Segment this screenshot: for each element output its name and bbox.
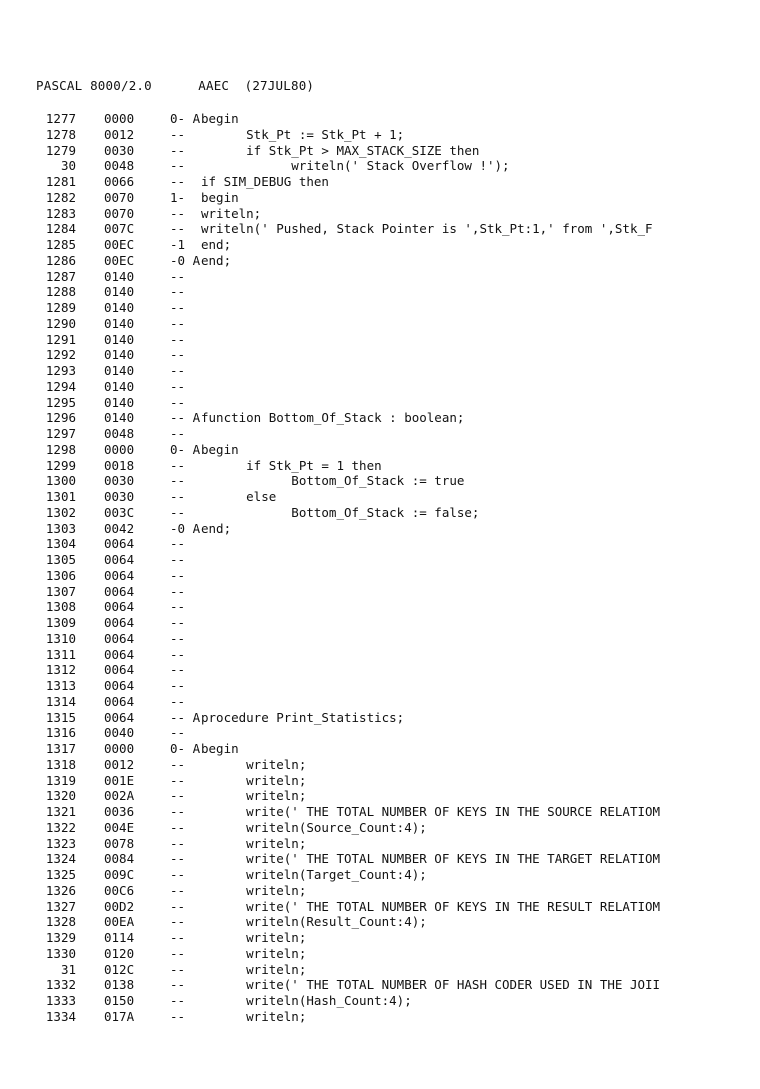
address: 0000 — [104, 441, 135, 457]
line-number: 1288 — [45, 284, 76, 300]
address: 0140 — [104, 394, 135, 410]
listing-line — [36, 316, 756, 332]
address: 0000 — [104, 741, 135, 756]
line-number: 1310 — [45, 630, 76, 646]
nesting-level: -- A — [170, 410, 201, 426]
line-number: 1289 — [45, 300, 76, 315]
nesting-level: -- — [170, 882, 186, 898]
line-number: 1279 — [45, 142, 76, 158]
source-code: function Bottom_Of_Stack : boolean; — [201, 410, 465, 426]
source-code: writeln(Result_Count:4); — [201, 914, 427, 930]
source-code: end; — [201, 520, 232, 536]
nesting-level: -- — [170, 504, 186, 520]
line-number: 1314 — [45, 693, 76, 709]
address: 0040 — [104, 725, 135, 741]
address: 0064 — [104, 709, 135, 725]
address: 0048 — [104, 158, 135, 174]
source-listing — [36, 111, 756, 1025]
nesting-level: -- — [170, 804, 186, 819]
line-number: 1329 — [45, 930, 76, 945]
nesting-level: 0- A — [170, 741, 201, 756]
line-number: 1301 — [45, 489, 76, 504]
source-code: Bottom_Of_Stack := false; — [201, 504, 480, 520]
line-number: 1307 — [45, 583, 76, 599]
nesting-level: 0- A — [170, 441, 201, 457]
address: 0140 — [104, 410, 135, 426]
line-number: 1315 — [45, 709, 76, 725]
listing-line — [36, 143, 756, 159]
source-code: writeln; — [201, 1008, 307, 1024]
source-code: if Stk_Pt > MAX_STACK_SIZE then — [201, 142, 480, 158]
address: 0084 — [104, 851, 135, 867]
nesting-level: -- — [170, 678, 186, 693]
source-code: writeln; — [201, 961, 307, 977]
compiler-name: PASCAL 8000/2.0 — [36, 78, 152, 93]
source-code: end; — [201, 237, 232, 252]
address: 00EC — [104, 252, 135, 268]
line-number: 31 — [60, 961, 76, 977]
listing-line — [36, 300, 756, 316]
line-number: 1281 — [45, 174, 76, 189]
nesting-level: -- — [170, 945, 186, 961]
nesting-level: -- — [170, 536, 186, 552]
nesting-level: -- — [170, 567, 186, 583]
nesting-level: -- — [170, 489, 186, 504]
listing-line — [36, 221, 756, 237]
source-code: if Stk_Pt = 1 then — [201, 457, 382, 473]
address: 0012 — [104, 126, 135, 142]
address: 0150 — [104, 993, 135, 1008]
nesting-level: -- — [170, 221, 186, 237]
listing-line — [36, 914, 756, 930]
address: 0018 — [104, 457, 135, 473]
line-number: 1328 — [45, 914, 76, 930]
address: 0064 — [104, 583, 135, 599]
address: 009C — [104, 867, 135, 882]
line-number: 1316 — [45, 725, 76, 741]
source-code: writeln; — [201, 788, 307, 804]
address: 0000 — [104, 111, 135, 126]
line-number: 1306 — [45, 567, 76, 583]
listing-line — [36, 206, 756, 222]
address: 002A — [104, 788, 135, 804]
listing-line — [36, 851, 756, 867]
listing-line — [36, 489, 756, 505]
line-number: 1333 — [45, 993, 76, 1008]
line-number: 1302 — [45, 504, 76, 520]
source-code: write(' THE TOTAL NUMBER OF KEYS IN THE SOURCE RELATIOM — [201, 804, 661, 819]
address: 0140 — [104, 347, 135, 363]
listing-line — [36, 788, 756, 804]
address: 0140 — [104, 331, 135, 347]
listing-line — [36, 977, 756, 993]
listing-line — [36, 1009, 756, 1025]
address: 0064 — [104, 662, 135, 678]
listing-line — [36, 127, 756, 143]
nesting-level: -1 — [170, 237, 186, 252]
nesting-level: -- — [170, 347, 186, 363]
address: 017A — [104, 1008, 135, 1024]
listing-line — [36, 584, 756, 600]
address: 0064 — [104, 693, 135, 709]
line-number: 1282 — [45, 189, 76, 205]
address: 00EA — [104, 914, 135, 930]
listing-line — [36, 725, 756, 741]
nesting-level: -- — [170, 772, 186, 788]
address: 0114 — [104, 930, 135, 945]
nesting-level: -- — [170, 725, 186, 741]
listing-line — [36, 536, 756, 552]
listing-line — [36, 773, 756, 789]
source-code: else — [201, 489, 277, 504]
source-code: begin — [201, 741, 239, 756]
source-code: writeln; — [201, 930, 307, 945]
nesting-level: -- — [170, 599, 186, 615]
nesting-level: -- — [170, 142, 186, 158]
listing-line — [36, 552, 756, 568]
address: 0120 — [104, 945, 135, 961]
address: 0078 — [104, 835, 135, 851]
address: 0064 — [104, 567, 135, 583]
organization: AAEC — [198, 78, 230, 93]
nesting-level: -- — [170, 158, 186, 174]
listing-line — [36, 710, 756, 726]
line-number: 1298 — [45, 441, 76, 457]
line-number: 1292 — [45, 347, 76, 363]
source-code: write(' THE TOTAL NUMBER OF KEYS IN THE RESULT RELATIOM — [201, 898, 661, 914]
source-code: writeln; — [201, 882, 307, 898]
line-number: 1325 — [45, 867, 76, 882]
listing-line — [36, 347, 756, 363]
listing-line — [36, 521, 756, 537]
listing-line — [36, 253, 756, 269]
line-number: 1320 — [45, 788, 76, 804]
listing-line — [36, 190, 756, 206]
line-number: 1308 — [45, 599, 76, 615]
nesting-level: -- — [170, 473, 186, 489]
line-number: 1334 — [45, 1008, 76, 1024]
line-number: 1324 — [45, 851, 76, 867]
address: 0140 — [104, 378, 135, 394]
line-number: 1297 — [45, 426, 76, 441]
line-number: 1285 — [45, 237, 76, 252]
nesting-level: -- — [170, 756, 186, 772]
listing-line — [36, 993, 756, 1009]
nesting-level: -- — [170, 615, 186, 630]
nesting-level: -- — [170, 268, 186, 284]
address: 0030 — [104, 473, 135, 489]
listing-line — [36, 678, 756, 694]
nesting-level: -- — [170, 788, 186, 804]
nesting-level: -- — [170, 331, 186, 347]
nesting-level: -- — [170, 457, 186, 473]
nesting-level: -- — [170, 552, 186, 567]
line-number: 1278 — [45, 126, 76, 142]
address: 0064 — [104, 552, 135, 567]
listing-line — [36, 426, 756, 442]
address: 00D2 — [104, 898, 135, 914]
nesting-level: -- — [170, 630, 186, 646]
listing-line — [36, 442, 756, 458]
listing-line — [36, 804, 756, 820]
nesting-level: -- — [170, 315, 186, 331]
line-number: 1311 — [45, 646, 76, 662]
nesting-level: -- — [170, 378, 186, 394]
address: 0030 — [104, 142, 135, 158]
listing-line — [36, 631, 756, 647]
address: 001E — [104, 772, 135, 788]
nesting-level: -- — [170, 867, 186, 882]
source-code: begin — [201, 189, 239, 205]
listing-line — [36, 332, 756, 348]
line-number: 1322 — [45, 819, 76, 835]
line-number: 1323 — [45, 835, 76, 851]
source-code: end; — [201, 252, 232, 268]
source-code: writeln(Hash_Count:4); — [201, 993, 412, 1008]
address: 0140 — [104, 315, 135, 331]
line-number: 1299 — [45, 457, 76, 473]
listing-line — [36, 757, 756, 773]
line-number: 1309 — [45, 615, 76, 630]
nesting-level: -0 A — [170, 520, 201, 536]
listing-line — [36, 410, 756, 426]
line-number: 1319 — [45, 772, 76, 788]
source-code: writeln(' Pushed, Stack Pointer is ',Stk_Pt:1,' from ',Stk_F — [201, 221, 653, 237]
address: 0070 — [104, 205, 135, 221]
source-code: Stk_Pt := Stk_Pt + 1; — [201, 126, 405, 142]
line-number: 1321 — [45, 804, 76, 819]
line-number: 1326 — [45, 882, 76, 898]
address: 0064 — [104, 599, 135, 615]
source-code: procedure Print_Statistics; — [201, 709, 405, 725]
nesting-level: -- — [170, 851, 186, 867]
line-number: 1303 — [45, 520, 76, 536]
source-code: writeln(Target_Count:4); — [201, 867, 427, 882]
nesting-level: -- — [170, 205, 186, 221]
listing-line — [36, 662, 756, 678]
source-code: writeln(' Stack Overflow !'); — [201, 158, 510, 174]
address: 00EC — [104, 237, 135, 252]
address: 0064 — [104, 630, 135, 646]
listing-line — [36, 458, 756, 474]
address: 0064 — [104, 615, 135, 630]
listing-line — [36, 930, 756, 946]
nesting-level: -- — [170, 898, 186, 914]
nesting-level: -- — [170, 126, 186, 142]
listing-line — [36, 111, 756, 127]
line-number: 1284 — [45, 221, 76, 237]
nesting-level: -- — [170, 662, 186, 678]
address: 0012 — [104, 756, 135, 772]
listing-line — [36, 505, 756, 521]
line-number: 1277 — [45, 111, 76, 126]
nesting-level: 0- A — [170, 111, 201, 126]
listing-line — [36, 284, 756, 300]
address: 0064 — [104, 536, 135, 552]
line-number: 1313 — [45, 678, 76, 693]
listing-line — [36, 899, 756, 915]
line-number: 1295 — [45, 394, 76, 410]
listing-line — [36, 867, 756, 883]
address: 00C6 — [104, 882, 135, 898]
line-number: 1327 — [45, 898, 76, 914]
listing-line — [36, 615, 756, 631]
listing-line — [36, 473, 756, 489]
line-number: 1290 — [45, 315, 76, 331]
listing-line — [36, 820, 756, 836]
nesting-level: -- — [170, 300, 186, 315]
source-code: writeln; — [201, 205, 262, 221]
listing-line — [36, 694, 756, 710]
address: 0070 — [104, 189, 135, 205]
nesting-level: -- — [170, 394, 186, 410]
nesting-level: 1- — [170, 189, 186, 205]
line-number: 1291 — [45, 331, 76, 347]
listing-line — [36, 741, 756, 757]
address: 012C — [104, 961, 135, 977]
nesting-level: -- — [170, 693, 186, 709]
nesting-level: -- — [170, 284, 186, 300]
line-number: 1317 — [45, 741, 76, 756]
address: 0140 — [104, 284, 135, 300]
nesting-level: -0 A — [170, 252, 201, 268]
source-code: writeln; — [201, 835, 307, 851]
listing-line — [36, 883, 756, 899]
source-code: writeln; — [201, 772, 307, 788]
line-number: 1286 — [45, 252, 76, 268]
listing-line — [36, 962, 756, 978]
address: 0048 — [104, 426, 135, 441]
address: 0066 — [104, 174, 135, 189]
nesting-level: -- A — [170, 709, 201, 725]
line-number: 1293 — [45, 363, 76, 378]
line-number: 1294 — [45, 378, 76, 394]
listing-line — [36, 568, 756, 584]
line-number: 1300 — [45, 473, 76, 489]
listing-line — [36, 836, 756, 852]
source-code: writeln; — [201, 945, 307, 961]
line-number: 1330 — [45, 945, 76, 961]
listing-line — [36, 174, 756, 190]
source-code: write(' THE TOTAL NUMBER OF KEYS IN THE TARGET RELATIOM — [201, 851, 661, 867]
nesting-level: -- — [170, 961, 186, 977]
address: 0064 — [104, 646, 135, 662]
nesting-level: -- — [170, 977, 186, 993]
listing-line — [36, 363, 756, 379]
line-number: 1304 — [45, 536, 76, 552]
source-code: Bottom_Of_Stack := true — [201, 473, 465, 489]
address: 003C — [104, 504, 135, 520]
source-code: if SIM_DEBUG then — [201, 174, 329, 189]
listing-line — [36, 237, 756, 253]
address: 007C — [104, 221, 135, 237]
address: 0036 — [104, 804, 135, 819]
source-code: writeln(Source_Count:4); — [201, 819, 427, 835]
listing-line — [36, 379, 756, 395]
nesting-level: -- — [170, 363, 186, 378]
nesting-level: -- — [170, 930, 186, 945]
listing-line — [36, 269, 756, 285]
address: 0138 — [104, 977, 135, 993]
listing-line — [36, 158, 756, 174]
line-number: 1332 — [45, 977, 76, 993]
address: 004E — [104, 819, 135, 835]
source-code: begin — [201, 441, 239, 457]
address: 0042 — [104, 520, 135, 536]
address: 0064 — [104, 678, 135, 693]
source-code: write(' THE TOTAL NUMBER OF HASH CODER USED IN THE JOII — [201, 977, 661, 993]
compile-date: (27JUL80) — [244, 78, 315, 93]
line-number: 1287 — [45, 268, 76, 284]
address: 0140 — [104, 363, 135, 378]
source-code: writeln; — [201, 756, 307, 772]
line-number: 1296 — [45, 410, 76, 426]
line-number: 1312 — [45, 662, 76, 678]
nesting-level: -- — [170, 1008, 186, 1024]
address: 0140 — [104, 300, 135, 315]
source-code: begin — [201, 111, 239, 126]
nesting-level: -- — [170, 914, 186, 930]
listing-header — [36, 78, 314, 93]
nesting-level: -- — [170, 426, 186, 441]
listing-line — [36, 599, 756, 615]
line-number: 1283 — [45, 205, 76, 221]
nesting-level: -- — [170, 646, 186, 662]
line-number: 1318 — [45, 756, 76, 772]
listing-line — [36, 647, 756, 663]
line-number: 1305 — [45, 552, 76, 567]
nesting-level: -- — [170, 174, 186, 189]
listing-line — [36, 395, 756, 411]
nesting-level: -- — [170, 993, 186, 1008]
nesting-level: -- — [170, 835, 186, 851]
address: 0030 — [104, 489, 135, 504]
nesting-level: -- — [170, 819, 186, 835]
line-number: 30 — [60, 158, 76, 174]
listing-line — [36, 946, 756, 962]
address: 0140 — [104, 268, 135, 284]
nesting-level: -- — [170, 583, 186, 599]
